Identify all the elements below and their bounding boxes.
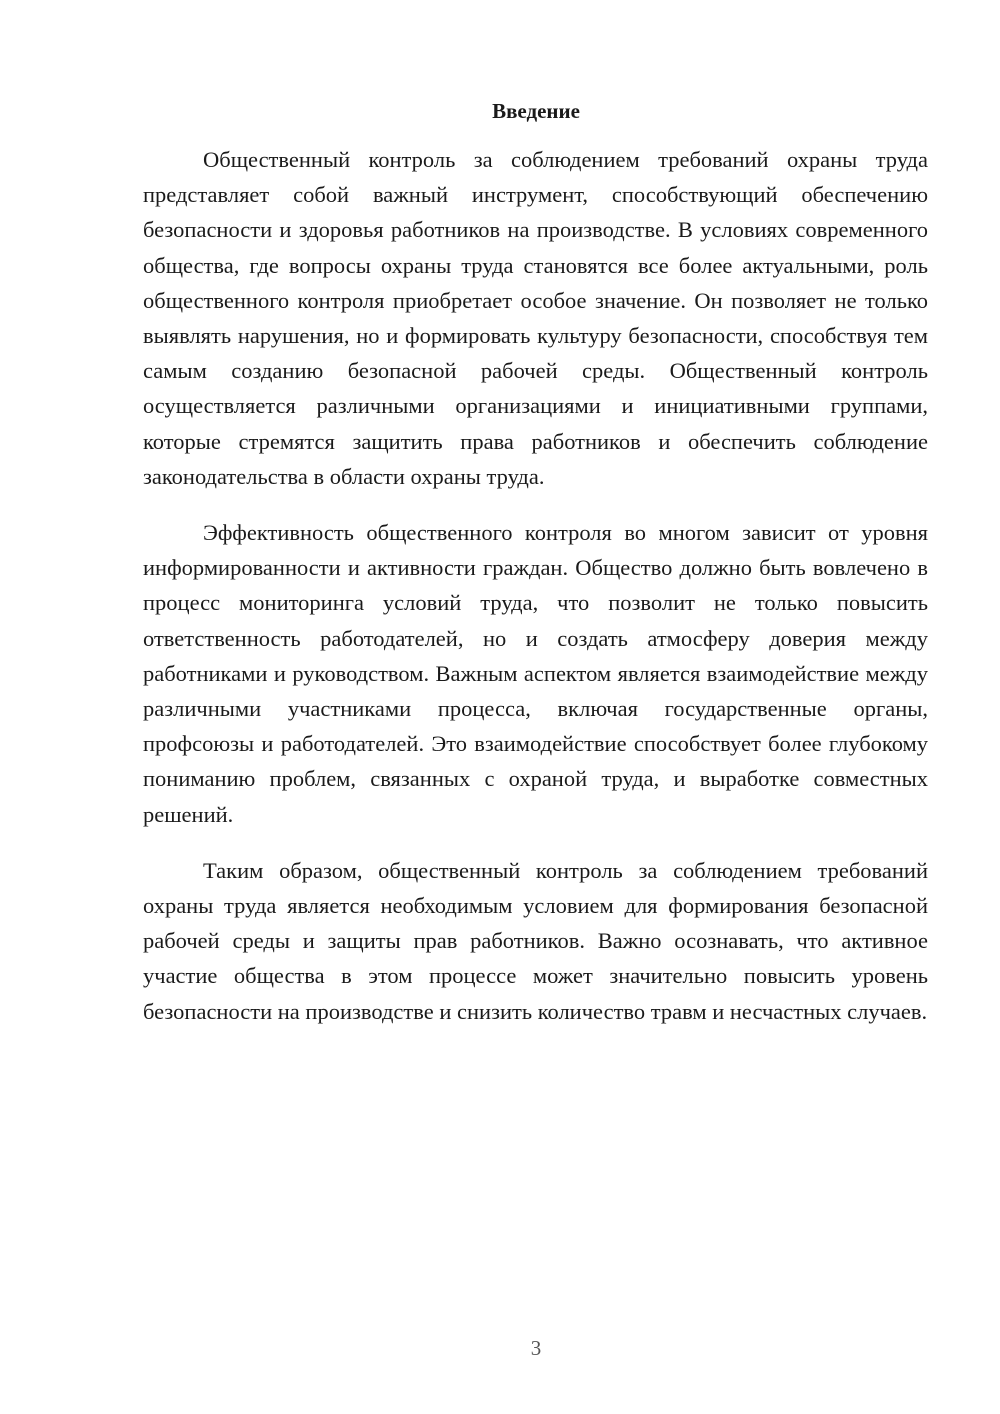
- section-heading: Введение: [492, 99, 580, 123]
- paragraph-3: Таким образом, общественный контроль за соблюдением требований охраны труда является необходимым условием для формирования безопасной рабочей среды и защиты прав работников. Важно осознавать, что активное участие общества в этом процессе может значительно повысить уровень безопасности на производстве и снизить количество травм и несчастных случаев.: [143, 857, 928, 1024]
- page-number: 3: [530, 1336, 542, 1360]
- paragraph-2: Эффективность общественного контроля во многом зависит от уровня информированности и активности граждан. Общество должно быть вовлечено в процесс мониторинга условий труда, что позволит не только повысить ответственность работодателей, но и создать атмосферу доверия между работниками и руководством. Важным аспектом является взаимодействие между различными участниками процесса, включая государственные органы, профсоюзы и работодателей. Это взаимодействие способствует более глубокому пониманию проблем, связанных с охраной труда, и выработке совместных решений.: [143, 520, 928, 827]
- paragraph-1: Общественный контроль за соблюдением требований охраны труда представляет собой важный инструмент, способствующий обеспечению безопасности и здоровья работников на производстве. В условиях современного общества, где вопросы охраны труда становятся все более актуальными, роль общественного контроля приобретает особое значение. Он позволяет не только выявлять нарушения, но и формировать культуру безопасности, способствуя тем самым созданию безопасной рабочей среды. Общественный контроль осуществляется различными организациями и инициативными группами, которые стремятся защитить права работников и обеспечить соблюдение законодательства в области охраны труда.: [143, 147, 928, 489]
- body-text: [143, 142, 928, 1029]
